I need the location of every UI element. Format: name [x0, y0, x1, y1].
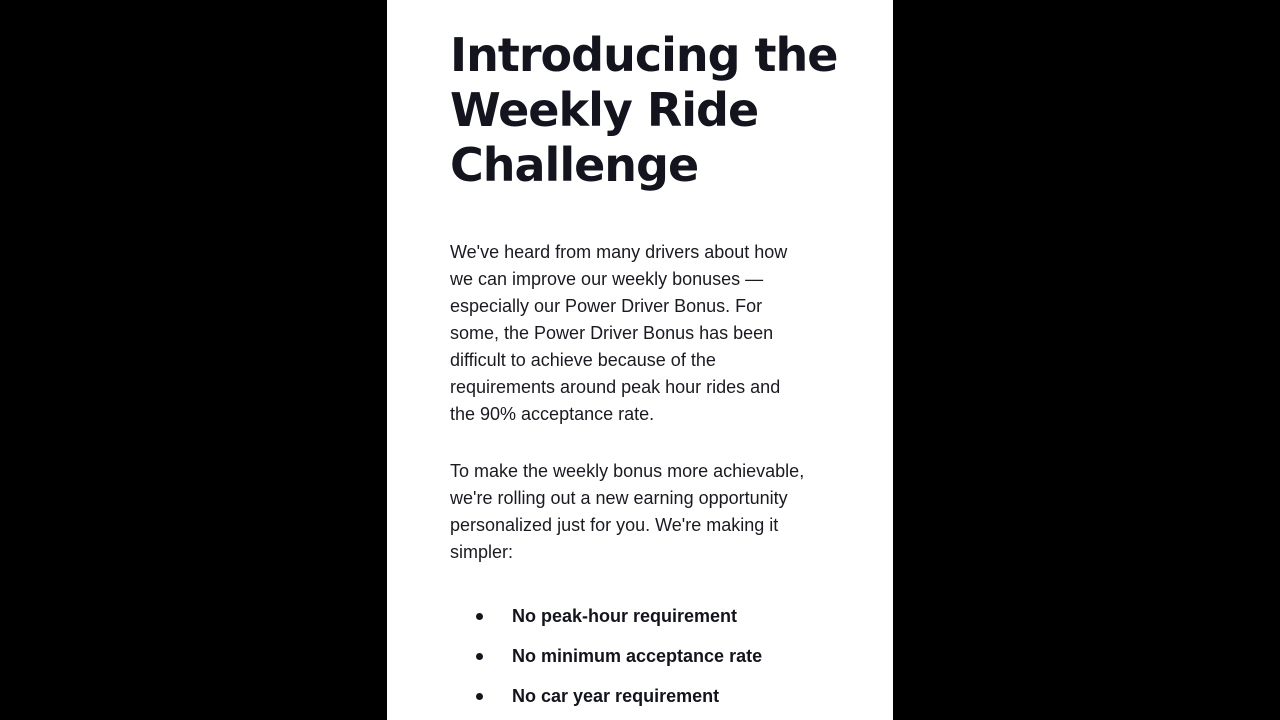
- list-item: [450, 676, 850, 716]
- bullet-icon: [476, 613, 483, 620]
- list-item-text: No peak-hour requirement: [512, 606, 738, 626]
- paragraph-line: requirements around peak hour rides and: [450, 377, 781, 397]
- paragraph-line: difficult to achieve because of the: [450, 350, 716, 370]
- intro-paragraph: [450, 239, 850, 428]
- paragraph-line: we can improve our weekly bonuses —: [450, 269, 764, 289]
- paragraph-line: To make the weekly bonus more achievable,: [450, 461, 805, 481]
- paragraph-line: simpler:: [450, 542, 514, 562]
- list-item-text: No car year requirement: [512, 686, 720, 706]
- list-item: [450, 596, 850, 636]
- paragraph-line: especially our Power Driver Bonus. For: [450, 296, 763, 316]
- article-content: [450, 28, 850, 716]
- title-line: Weekly Ride: [450, 83, 759, 137]
- requirements-list: [450, 596, 850, 716]
- article-panel: [387, 0, 893, 720]
- paragraph-line: We've heard from many drivers about how: [450, 242, 788, 262]
- details-paragraph: [450, 458, 850, 566]
- bullet-icon: [476, 693, 483, 700]
- paragraph-line: we're rolling out a new earning opportunity: [450, 488, 788, 508]
- list-item-text: No minimum acceptance rate: [512, 646, 763, 666]
- list-item: [450, 636, 850, 676]
- paragraph-line: personalized just for you. We're making it: [450, 515, 779, 535]
- bullet-icon: [476, 653, 483, 660]
- page-title: [450, 28, 850, 193]
- title-line: Introducing the: [450, 28, 838, 82]
- paragraph-line: the 90% acceptance rate.: [450, 404, 655, 424]
- paragraph-line: some, the Power Driver Bonus has been: [450, 323, 774, 343]
- title-line: Challenge: [450, 138, 699, 192]
